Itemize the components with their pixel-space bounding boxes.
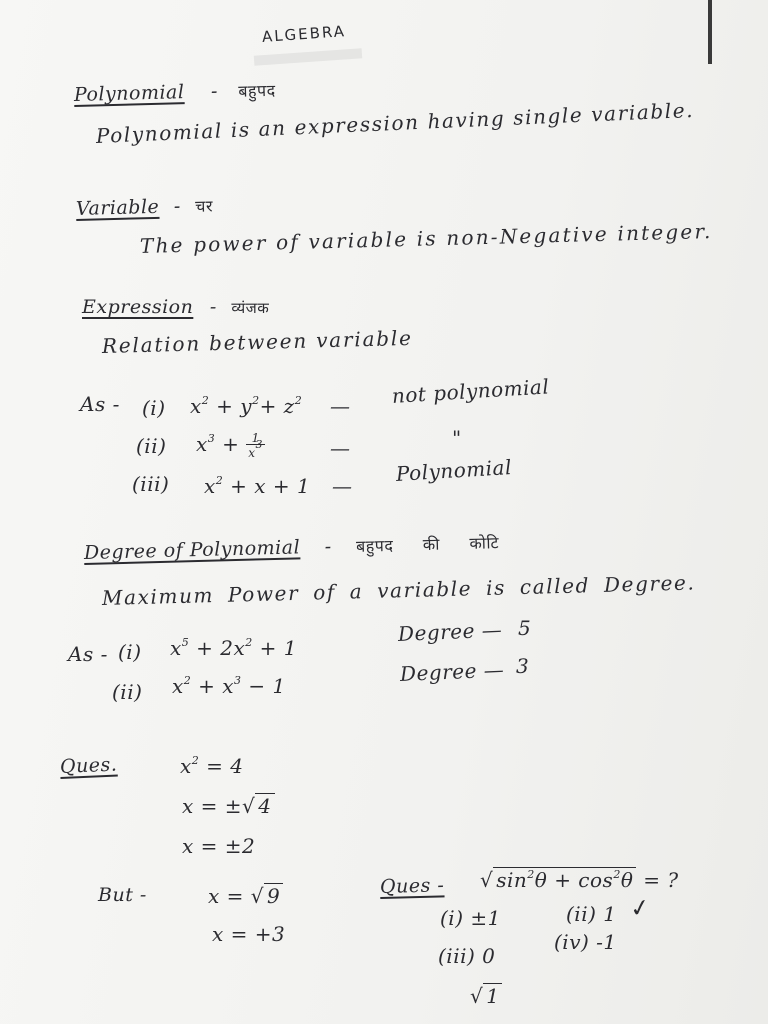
ex1-row3-expr: $x^2 + x + 1$ — [204, 474, 311, 498]
ex2-row1-num: (i) — [118, 640, 142, 664]
ex2-row2-label: Degree — — [399, 657, 505, 686]
variable-hindi: चर — [195, 196, 214, 216]
but-label: But - — [98, 884, 147, 906]
page-title: ALGEBRA — [261, 22, 347, 46]
ex1-row2-result: " — [452, 426, 462, 450]
variable-sep: - — [173, 195, 182, 218]
ex1-row1-num: (i) — [142, 396, 166, 420]
ex2-row2-num: (ii) — [112, 680, 143, 704]
degree-definition: Maximum Power of a variable is called Degree. — [101, 570, 696, 610]
degree-hindi: बहुपद की कोटि — [355, 533, 500, 556]
q2-option1: (i) ±1 — [440, 906, 501, 930]
ex1-row3-dash: — — [332, 474, 353, 498]
ex1-row2-dash: — — [330, 436, 351, 460]
ex2-row1-expr: $x^5 + 2x^2 + 1$ — [170, 636, 297, 660]
polynomial-definition: Polynomial is an expression having single variable. — [95, 97, 695, 148]
q2-option4: (iv) -1 — [554, 930, 617, 954]
page-edge-shadow — [708, 0, 712, 64]
ex1-row2-num: (ii) — [136, 434, 167, 458]
degree-heading-line — [84, 531, 500, 564]
q2-expression: √ $\sin^2\theta + \cos^2\theta$ = ? — [480, 868, 679, 892]
polynomial-heading: Polynomial — [73, 81, 185, 106]
polynomial-hindi: बहुपद — [238, 80, 276, 101]
variable-definition: The power of variable is non-Negative integer. — [139, 219, 713, 258]
ex1-row1-result: not polynomial — [391, 374, 550, 408]
polynomial-heading-line — [74, 79, 276, 106]
ex2-row1-label: Degree — — [397, 617, 503, 646]
ex1-row3-num: (iii) — [132, 472, 170, 496]
expression-definition: Relation between variable — [101, 325, 413, 358]
ex2-row1-value: 5 — [518, 616, 532, 640]
ex1-row3-result: Polynomial — [395, 454, 513, 486]
expression-heading-line — [82, 296, 269, 318]
question1-heading: Ques. — [59, 753, 118, 778]
q2-option2: (ii) 1 — [566, 902, 617, 926]
examples2-prefix: As - — [68, 642, 108, 666]
expression-hindi: व्यंजक — [231, 299, 270, 317]
q1-line3: x = ±2 — [182, 834, 256, 858]
polynomial-sep: - — [210, 80, 219, 103]
expression-sep: - — [209, 296, 217, 318]
examples1-prefix: As - — [80, 392, 120, 416]
but-line1: x = √ 9 — [208, 884, 283, 908]
ex2-row2-expr: $x^2 + x^3 - 1$ — [172, 674, 286, 698]
q2-option3: (iii) 0 — [438, 944, 496, 968]
ex1-row1-dash: — — [330, 394, 351, 418]
ex1-row2-expr: $x^3$ + $\frac{1}{x^3}$ — [196, 431, 264, 460]
degree-sep: - — [324, 535, 332, 558]
q1-line1: $x^2 = 4$ — [180, 754, 244, 778]
check-mark-icon: ✓ — [627, 892, 653, 924]
but-line2: x = +3 — [212, 922, 286, 946]
variable-heading-line — [76, 194, 214, 220]
degree-heading: Degree of Polynomial — [83, 536, 301, 564]
q2-answer: √ 1 — [470, 984, 502, 1008]
q1-line2: x = ±√ 4 — [182, 794, 275, 818]
ex2-row2-value: 3 — [516, 654, 530, 678]
question2-heading: Ques - — [379, 874, 445, 898]
ex1-row1-expr: $x^2 + y^2+ z^2$ — [190, 394, 303, 418]
variable-heading: Variable — [75, 195, 160, 220]
expression-heading: Expression — [82, 296, 194, 318]
title-highlight — [254, 48, 362, 66]
